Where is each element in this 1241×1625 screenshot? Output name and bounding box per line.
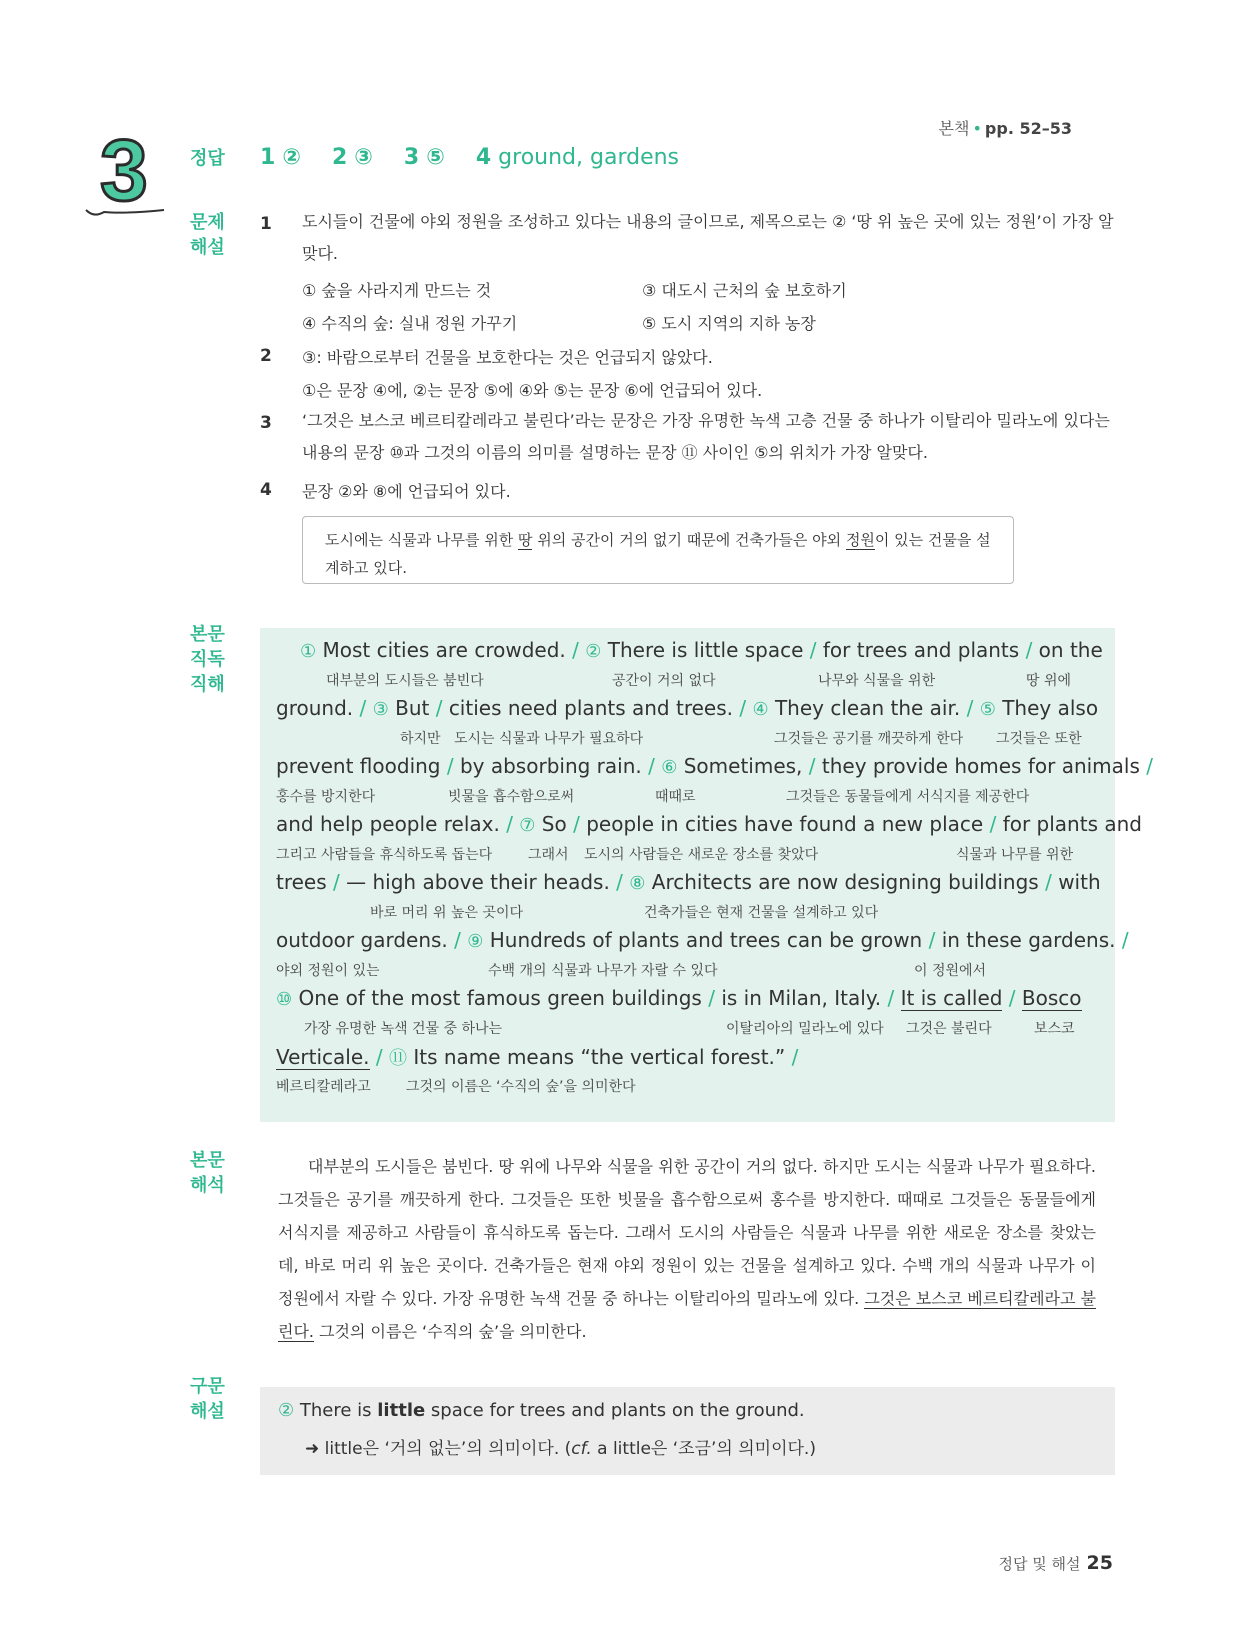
- translation-paragraph: 대부분의 도시들은 붐빈다. 땅 위에 나무와 식물을 위한 공간이 거의 없다. 하지만 도시는 식물과 나무가 필요하다. 그것들은 공기를 깨끗하게 한다. 그것들은 또한 빗물을 흡수함으로써 홍수를 방지한다. 때때로 그것들은 동물들에게 서식지를 제공하고 사람들이 휴식하도록 돕는다. 그래서 도시의 사람들은 식물과 나무를 위한 새로운 장소를 찾았는데, 바로 머리 위 높은 곳이다. 건축가들은 현재 야외 정원이 있는 건물을 설계하고 있다. 수백 개의 식물과 나무가 이 정원에서 자랄 수 있다. 가장 유명한 녹색 건물 중 하나는 이탈리아의 밀라노에 있다. 그것은 보스코 베르티칼레라고 불린다. 그것의 이름은 ‘수직의 숲’을 의미한다.: [278, 1157, 1096, 1341]
- gloss: 건축가들은 현재 건물을 설계하고 있다: [644, 905, 879, 921]
- section-number: 3: [100, 123, 148, 219]
- gloss: 그것들은 동물들에게 서식지를 제공한다: [786, 789, 1030, 805]
- q1-text: 도시들이 건물에 야외 정원을 조성하고 있다는 내용의 글이므로, 제목으로는 ② ‘땅 위 높은 곳에 있는 정원’이 가장 알맞다.: [302, 212, 1114, 263]
- reading-line-3: prevent flooding / by absorbing rain. / ⑥ Sometimes, / they provide homes for animals /: [276, 754, 1154, 778]
- q2-number: 2: [260, 346, 272, 366]
- gloss: 공간이 거의 없다: [612, 673, 716, 689]
- answer-1: 1 ②: [260, 145, 301, 170]
- swoosh-decoration: [84, 200, 168, 220]
- grammar-note: ➜ little은 ‘거의 없는’의 의미이다. (cf. a little은 ‘조금’의 의미이다.): [305, 1439, 816, 1459]
- gloss: 도시는 식물과 나무가 필요하다: [454, 731, 644, 747]
- translation-label: 본문 해석: [190, 1150, 225, 1196]
- reading-label: 본문 직독 직해: [190, 624, 225, 695]
- gloss: 하지만: [400, 731, 441, 747]
- gloss: 수백 개의 식물과 나무가 자랄 수 있다: [488, 963, 718, 979]
- gloss: 식물과 나무를 위한: [956, 847, 1074, 863]
- gloss: 나무와 식물을 위한: [818, 673, 936, 689]
- gloss: 그것들은 또한: [996, 731, 1082, 747]
- page-footer: 정답 및 해설 25: [998, 1552, 1113, 1574]
- answer-4: 4 ground, gardens: [475, 145, 680, 170]
- page-number: 25: [1086, 1552, 1113, 1574]
- explain-label: 문제 해설: [190, 212, 225, 258]
- q4-number: 4: [260, 480, 272, 500]
- gloss: 보스코: [1034, 1021, 1075, 1037]
- reading-line-6: outdoor gardens. / ⑨ Hundreds of plants and trees can be grown / in these gardens. /: [276, 928, 1129, 952]
- gloss: 이 정원에서: [914, 963, 987, 979]
- gloss: 때때로: [655, 789, 696, 805]
- gloss: 그리고 사람들을 휴식하도록 돕는다: [276, 847, 493, 863]
- reading-line-2: ground. / ③ But / cities need plants and trees. / ④ They clean the air. / ⑤ They also: [276, 696, 1099, 720]
- gloss: 그것의 이름은 ‘수직의 숲’을 의미한다: [406, 1079, 636, 1095]
- reading-line-4: and help people relax. / ⑦ So / people in cities have found a new place / for plants and: [276, 812, 1142, 836]
- gloss: 그것들은 공기를 깨끗하게 한다: [774, 731, 964, 747]
- q1-option-5: ⑤ 도시 지역의 지하 농장: [642, 314, 816, 333]
- answer-label: 정답: [190, 148, 225, 169]
- gloss: 바로 머리 위 높은 곳이다: [370, 905, 524, 921]
- reading-line-1: ① Most cities are crowded. / ② There is little space / for trees and plants / on the: [300, 638, 1103, 662]
- grammar-label: 구문 해설: [190, 1376, 225, 1422]
- page-reference: [939, 116, 1072, 139]
- gloss: 땅 위에: [1026, 673, 1072, 689]
- q4-text: 문장 ②와 ⑧에 언급되어 있다.: [302, 482, 511, 501]
- underlined-sentence: 그것은 보스코 베르티칼레라고 불린다.: [278, 1289, 1096, 1341]
- arrow-icon: ➜: [305, 1439, 320, 1459]
- blank-answer-ground: 땅: [517, 531, 533, 549]
- reading-line-7: ⑩ One of the most famous green buildings / is in Milan, Italy. / It is called / Bosco: [276, 986, 1082, 1010]
- q3-number: 3: [260, 413, 272, 433]
- blank-answer-gardens: 정원: [845, 531, 875, 549]
- reading-line-8: Verticale. / ⑪ Its name means “the vertical forest.” /: [276, 1045, 799, 1069]
- gloss: 야외 정원이 있는: [276, 963, 380, 979]
- q2-line-1: ③: 바람으로부터 건물을 보호한다는 것은 언급되지 않았다.: [302, 348, 713, 367]
- gloss: 이탈리아의 밀라노에 있다: [726, 1021, 884, 1037]
- answer-2: 2 ③: [331, 145, 373, 170]
- gloss: 가장 유명한 녹색 건물 중 하나는: [304, 1021, 503, 1037]
- answer-3: 3 ⑤: [403, 145, 445, 170]
- page-range: pp. 52–53: [984, 119, 1072, 138]
- gloss: 홍수를 방지한다: [276, 789, 376, 805]
- separator-dot: •: [972, 119, 982, 138]
- gloss: 도시의 사람들은 새로운 장소를 찾았다: [584, 847, 819, 863]
- gloss: 그것은 불린다: [906, 1021, 992, 1037]
- q1-option-1: ① 숲을 사라지게 만드는 것: [302, 281, 492, 300]
- q1-number: 1: [260, 214, 272, 234]
- q1-option-4: ④ 수직의 숲: 실내 정원 가꾸기: [302, 314, 518, 333]
- gloss: 베르티칼레라고: [276, 1079, 371, 1095]
- q2-line-2: ①은 문장 ④에, ②는 문장 ⑤에 ④와 ⑤는 문장 ⑥에 언급되어 있다.: [302, 381, 763, 400]
- gloss: 그래서: [528, 847, 569, 863]
- grammar-example: ② There is little space for trees and plants on the ground.: [278, 1400, 805, 1421]
- answer-row: [260, 145, 727, 170]
- reading-line-5: trees / — high above their heads. / ⑧ Architects are now designing buildings / with: [276, 870, 1101, 894]
- q1-option-3: ③ 대도시 근처의 숲 보호하기: [642, 281, 847, 300]
- gloss: 빗물을 흡수함으로써: [448, 789, 575, 805]
- q3-text: ‘그것은 보스코 베르티칼레라고 불린다’라는 문장은 가장 유명한 녹색 고층 건물 중 하나가 이탈리아 밀라노에 있다는 내용의 문장 ⑩과 그것의 이름의 의미를 설명하는 문장 ⑪ 사이인 ⑤의 위치가 가장 알맞다.: [302, 411, 1110, 462]
- book-label: 본책: [938, 119, 970, 138]
- summary-box: 도시에는 식물과 나무를 위한 땅 위의 공간이 거의 없기 때문에 건축가들은 야외 정원이 있는 건물을 설계하고 있다.: [302, 516, 1014, 584]
- gloss: 대부분의 도시들은 붐빈다: [326, 673, 484, 689]
